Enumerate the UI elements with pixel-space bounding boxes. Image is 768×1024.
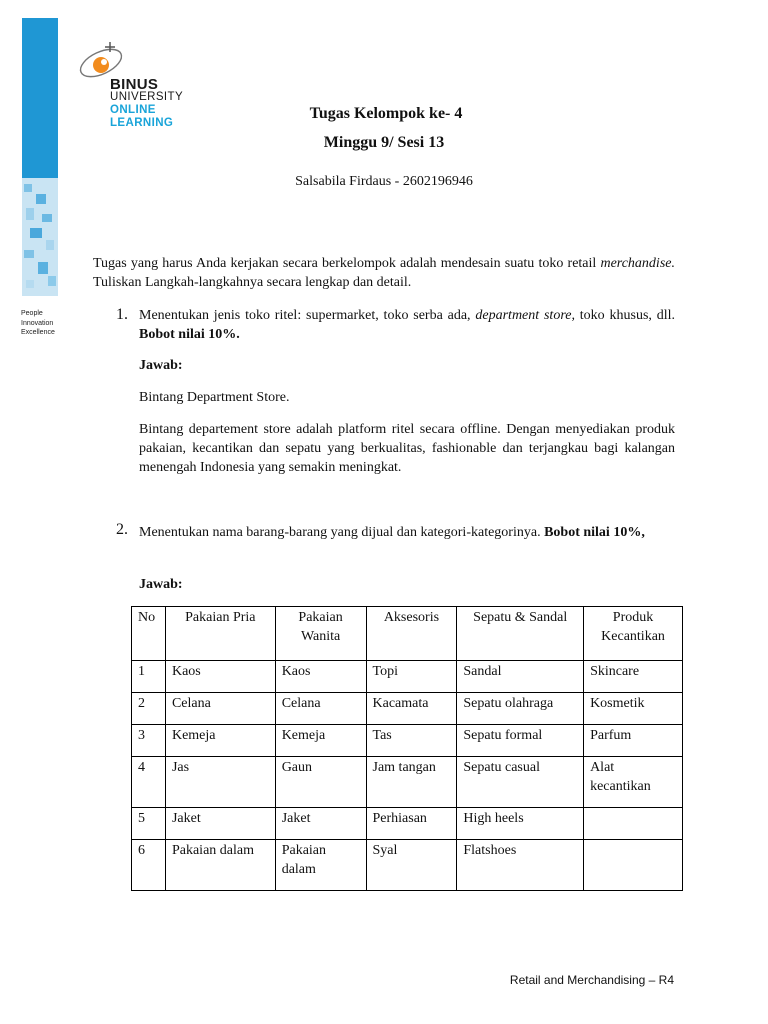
logo-line3: ONLINE: [110, 104, 156, 116]
q1-text-2: toko khusus, dll.: [574, 308, 676, 323]
table-cell: High heels: [457, 808, 584, 840]
intro-italic: merchandise.: [600, 256, 675, 271]
table-cell: Kemeja: [165, 725, 275, 757]
q1-answer-1: Bintang Department Store.: [139, 390, 290, 405]
table-cell: Kaos: [275, 661, 366, 693]
table-header-row: [132, 607, 683, 661]
q2-text: Menentukan nama barang-barang yang dijual dan kategori-kategorinya.: [139, 525, 545, 540]
header-no: No: [132, 607, 166, 661]
q2-prompt: [139, 523, 675, 542]
table-cell: Syal: [366, 840, 457, 891]
q2-answer-label: Jawab:: [139, 577, 183, 592]
table-cell: 3: [132, 725, 166, 757]
table-cell: Tas: [366, 725, 457, 757]
table-cell: Jam tangan: [366, 757, 457, 808]
tagline-2: Innovation: [21, 319, 54, 327]
table-cell: Sepatu casual: [457, 757, 584, 808]
header-sepatu-sandal: Sepatu & Sandal: [457, 607, 584, 661]
table-cell: 5: [132, 808, 166, 840]
page-footer: Retail and Merchandising – R4: [509, 973, 674, 987]
table-row: [132, 808, 683, 840]
table-cell: Pakaian dalam: [275, 840, 366, 891]
q1-italic: department store,: [475, 308, 575, 323]
intro-text-2: Tuliskan Langkah-langkahnya secara lengkap dan detail.: [93, 275, 412, 290]
product-category-table: [131, 606, 683, 891]
intro-text-1: Tugas yang harus Anda kerjakan secara berkelompok adalah mendesain suatu toko retail: [93, 256, 601, 271]
table-cell: Topi: [366, 661, 457, 693]
table-row: [132, 661, 683, 693]
table-cell: Sandal: [457, 661, 584, 693]
q1-prompt: [139, 306, 675, 344]
logo-line4: LEARNING: [110, 117, 174, 129]
table-cell: Kemeja: [275, 725, 366, 757]
document-subtitle: Minggu 9/ Sesi 13: [323, 134, 445, 151]
table-cell: Gaun: [275, 757, 366, 808]
table-cell: Celana: [165, 693, 275, 725]
q2-number: 2.: [116, 521, 128, 538]
header-pakaian-wanita: Pakaian Wanita: [275, 607, 366, 661]
table-cell: [584, 840, 683, 891]
q1-answer-2: Bintang departement store adalah platform ritel secara offline. Dengan menyediakan produk pakaian, kecantikan dan sepatu yang berkualitas, fashionable dan terjangkau bagi kalangan menengah Indonesia yang semakin meningkat.: [139, 422, 675, 475]
q1-weight: Bobot nilai 10%.: [139, 327, 240, 342]
table-cell: Jaket: [275, 808, 366, 840]
q1-answer-label: Jawab:: [139, 358, 183, 373]
table-row: [132, 725, 683, 757]
table-cell: Skincare: [584, 661, 683, 693]
header-produk-kecantikan: Produk Kecantikan: [584, 607, 683, 661]
table-cell: 2: [132, 693, 166, 725]
q1-number: 1.: [116, 306, 128, 323]
table-row: [132, 757, 683, 808]
tagline-1: People: [21, 310, 43, 317]
table-row: [132, 693, 683, 725]
q2-weight: Bobot nilai 10%,: [544, 525, 645, 540]
header-aksesoris: Aksesoris: [366, 607, 457, 661]
table-cell: Jas: [165, 757, 275, 808]
logo-line2: UNIVERSITY: [110, 91, 184, 103]
table-cell: Parfum: [584, 725, 683, 757]
table-cell: Kaos: [165, 661, 275, 693]
document-title: Tugas Kelompok ke- 4: [309, 105, 463, 122]
q1-text-1: Menentukan jenis toko ritel: supermarket, toko serba ada,: [139, 308, 476, 323]
table-cell: 1: [132, 661, 166, 693]
intro-paragraph: [93, 254, 675, 292]
table-cell: Flatshoes: [457, 840, 584, 891]
table-cell: Jaket: [165, 808, 275, 840]
author-line: Salsabila Firdaus - 2602196946: [295, 174, 473, 189]
table-cell: Celana: [275, 693, 366, 725]
tagline: [21, 309, 55, 338]
tagline-3: Excellence: [21, 329, 55, 336]
table-cell: Kacamata: [366, 693, 457, 725]
table-cell: Alat kecantikan: [584, 757, 683, 808]
table-cell: Sepatu formal: [457, 725, 584, 757]
logo-brand: BINUS: [110, 76, 159, 93]
table-cell: [584, 808, 683, 840]
table-cell: 4: [132, 757, 166, 808]
table-row: [132, 840, 683, 891]
table-cell: Pakaian dalam: [165, 840, 275, 891]
table-cell: Kosmetik: [584, 693, 683, 725]
table-cell: Sepatu olahraga: [457, 693, 584, 725]
header-pakaian-pria: Pakaian Pria: [165, 607, 275, 661]
side-decor-strip: [22, 18, 58, 296]
table-cell: 6: [132, 840, 166, 891]
table-cell: Perhiasan: [366, 808, 457, 840]
